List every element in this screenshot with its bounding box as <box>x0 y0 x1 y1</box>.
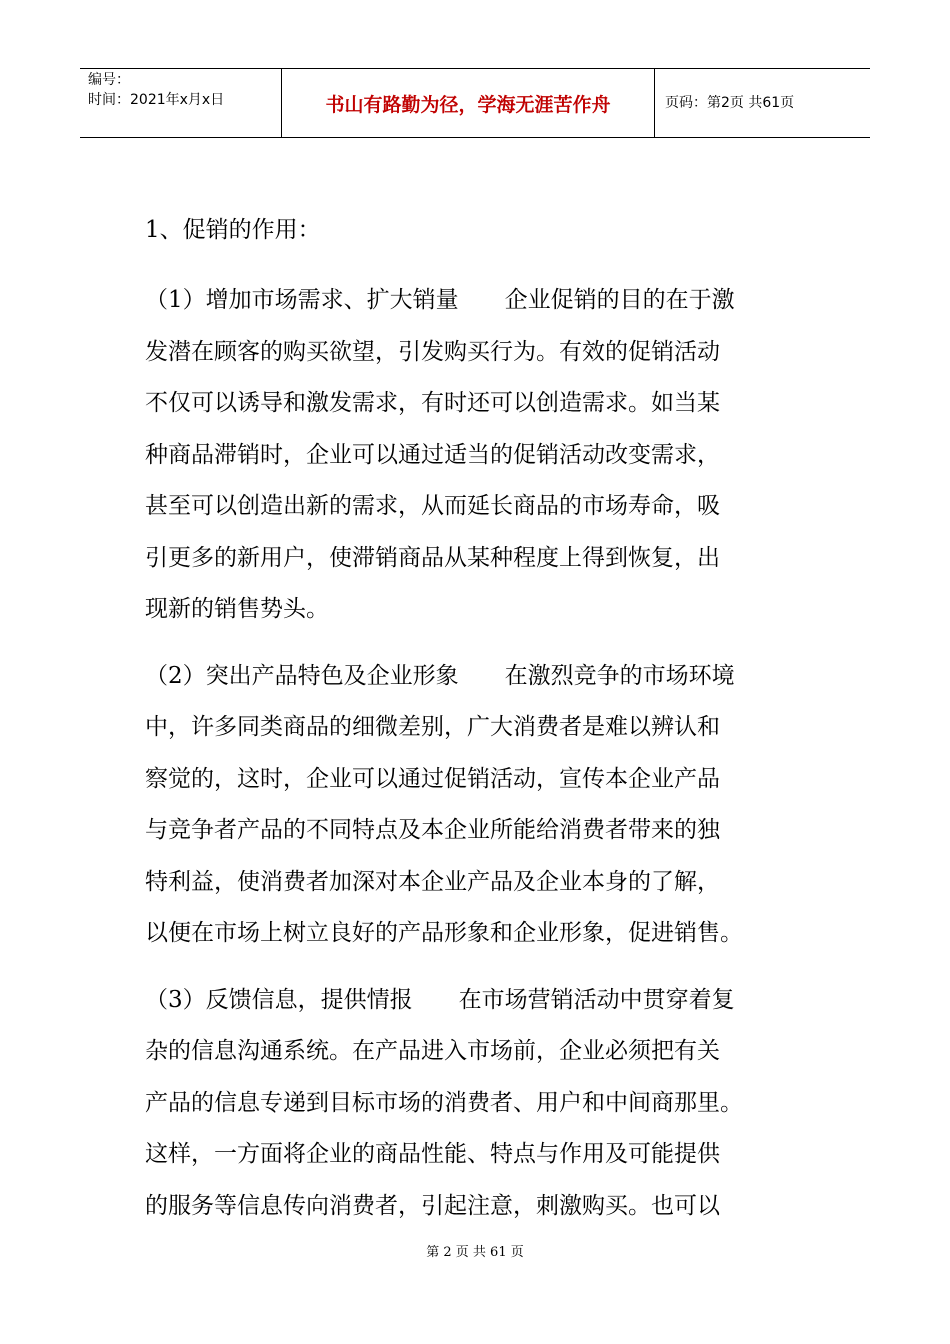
paragraph-line: 现新的销售势头。 <box>145 596 329 622</box>
paragraph-line: （3）反馈信息，提供情报 在市场营销活动中贯穿着复 <box>145 986 735 1013</box>
paragraph-1 <box>145 275 805 636</box>
paragraph-3 <box>145 975 805 1233</box>
motto: 书山有路勤为径，学海无涯苦作舟 <box>325 94 611 116</box>
paragraph-line: 特利益，使消费者加深对本企业产品及企业本身的了解， <box>145 868 720 895</box>
paragraph-line: （1）增加市场需求、扩大销量 企业促销的目的在于激 <box>145 287 735 313</box>
time-label: 时间：2021年x月x日 <box>88 92 225 108</box>
paragraph-line: 产品的信息专递到目标市场的消费者、用户和中间商那里。 <box>145 1089 743 1116</box>
document-body <box>145 200 805 1232</box>
paragraph-line: 与竞争者产品的不同特点及本企业所能给消费者带来的独 <box>145 817 720 843</box>
header-motto-cell <box>282 69 655 137</box>
number-label: 编号： <box>88 72 130 88</box>
paragraph-line: 不仅可以诱导和激发需求，有时还可以创造需求。如当某 <box>145 390 720 416</box>
paragraph-line: 以便在市场上树立良好的产品形象和企业形象，促进销售。 <box>145 920 743 946</box>
section-heading: 1、促销的作用： <box>145 217 321 243</box>
paragraph-line: 种商品滞销时，企业可以通过适当的促销活动改变需求， <box>145 441 720 468</box>
paragraph-line: 甚至可以创造出新的需求，从而延长商品的市场寿命，吸 <box>145 493 720 519</box>
paragraph-line: 的服务等信息传向消费者，引起注意，刺激购买。也可以 <box>145 1192 720 1219</box>
paragraph-line: 察觉的，这时，企业可以通过促销活动，宣传本企业产品 <box>145 765 720 792</box>
header-page-cell <box>655 69 870 137</box>
paragraph-line: 发潜在顾客的购买欲望，引发购买行为。有效的促销活动 <box>145 338 720 365</box>
page-footer: 第 2 页 共 61 页 <box>426 1245 524 1260</box>
paragraph-line: 杂的信息沟通系统。在产品进入市场前，企业必须把有关 <box>145 1038 720 1064</box>
paragraph-line: （2）突出产品特色及企业形象 在激烈竞争的市场环境 <box>145 662 735 689</box>
page-info: 页码：第2页 共61页 <box>665 95 795 111</box>
paragraph-line: 这样，一方面将企业的商品性能、特点与作用及可能提供 <box>145 1141 720 1167</box>
paragraph-line: 中，许多同类商品的细微差别，广大消费者是难以辨认和 <box>145 714 720 740</box>
header-meta-cell <box>80 69 282 137</box>
paragraph-line: 引更多的新用户，使滞销商品从某种程度上得到恢复，出 <box>145 544 720 571</box>
paragraph-2 <box>145 651 805 960</box>
document-header <box>80 68 870 138</box>
